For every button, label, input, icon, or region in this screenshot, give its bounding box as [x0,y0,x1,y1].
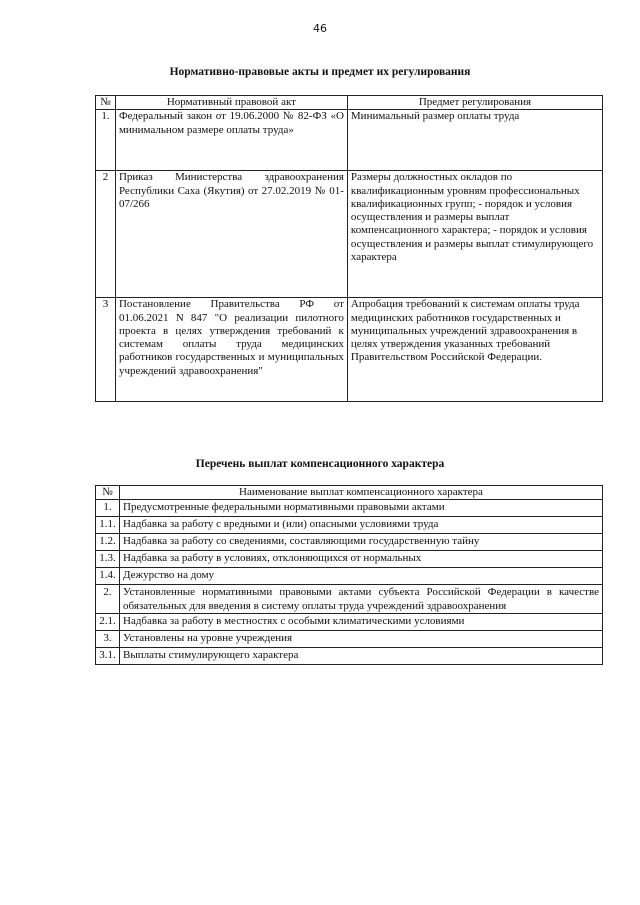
acts-table [95,95,603,402]
row-number: 1. [96,500,120,517]
row-number: 1. [96,110,116,171]
row-name: Установлены на уровне учреждения [120,631,603,648]
row-name: Надбавка за работу с вредными и (или) опасными условиями труда [120,517,603,534]
table-row [96,517,603,534]
row-number: 1.3. [96,551,120,568]
payments-table [95,485,603,665]
row-subject: Минимальный размер оплаты труда [347,110,602,171]
row-name: Надбавка за работу в условиях, отклоняющихся от нормальных [120,551,603,568]
row-name: Установленные нормативными правовыми актами субъекта Российской Федерации в качестве обязательных для введения в систему оплаты труда учреждений здравоохранения [120,585,603,614]
row-number: 2. [96,585,120,614]
row-number: 2.1. [96,614,120,631]
table-row [96,585,603,614]
row-number: 2 [96,171,116,298]
row-name: Предусмотренные федеральными нормативными правовыми актами [120,500,603,517]
header-name: Наименование выплат компенсационного характера [120,486,603,500]
header-act: Нормативный правовой акт [115,96,347,110]
row-number: 1.2. [96,534,120,551]
table-header-row [96,486,603,500]
row-number: 3.1. [96,648,120,665]
row-number: 1.4. [96,568,120,585]
section-title-payments: Перечень выплат компенсационного характера [195,458,445,470]
row-name: Выплаты стимулирующего характера [120,648,603,665]
header-number: № [96,486,120,500]
table-header-row [96,96,603,110]
row-subject: Размеры должностных окладов по квалификационным уровням профессиональных квалификационных групп; - порядок и условия осуществления и размеры выплат компенсационного характера; - порядок и условия осуществления и размеры выплат стимулирующего характера [347,171,602,298]
header-subject: Предмет регулирования [347,96,602,110]
row-name: Надбавка за работу в местностях с особыми климатическими условиями [120,614,603,631]
page-number: 46 [313,22,327,35]
table-row [96,631,603,648]
table-row [96,551,603,568]
table-row [96,648,603,665]
row-number: 3 [96,298,116,402]
row-act: Постановление Правительства РФ от 01.06.2021 N 847 "О реализации пилотного проекта в целях утверждения требований к системам оплаты труда медицинских работников государственных и муниципальных учреждений здравоохранения" [115,298,347,402]
row-act: Приказ Министерства здравоохранения Республики Саха (Якутия) от 27.02.2019 № 01-07/266 [115,171,347,298]
section-title-acts: Нормативно-правовые акты и предмет их регулирования [169,66,471,78]
table-row [96,110,603,171]
header-number: № [96,96,116,110]
row-act: Федеральный закон от 19.06.2000 № 82-ФЗ «О минимальном размере оплаты труда» [115,110,347,171]
row-subject: Апробация требований к системам оплаты труда медицинских работников государственных и муниципальных учреждений здравоохранения в целях утверждения указанных требований Правительством Российской Федерации. [347,298,602,402]
row-number: 3. [96,631,120,648]
row-name: Дежурство на дому [120,568,603,585]
table-row [96,298,603,402]
row-number: 1.1. [96,517,120,534]
row-name: Надбавка за работу со сведениями, составляющими государственную тайну [120,534,603,551]
table-row [96,568,603,585]
table-row [96,534,603,551]
table-row [96,171,603,298]
table-row [96,614,603,631]
table-row [96,500,603,517]
